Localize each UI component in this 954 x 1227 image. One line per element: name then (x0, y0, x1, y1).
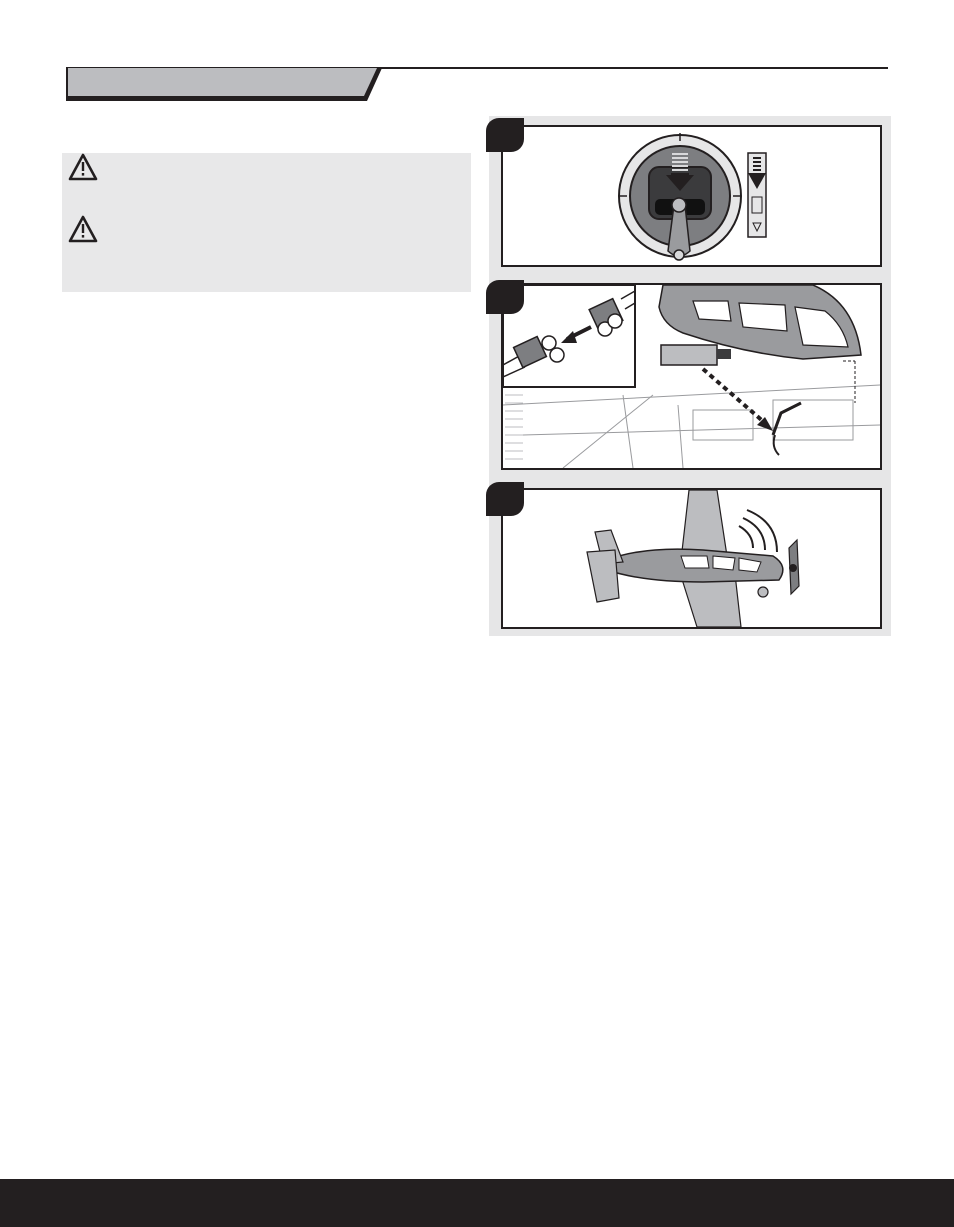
step-1-badge (486, 118, 524, 152)
figure-panel (489, 116, 891, 636)
step-2-figure (501, 283, 882, 470)
warning-triangle-icon (68, 153, 98, 181)
airplane-motor-sound-icon (503, 490, 880, 627)
step-3-badge (486, 482, 524, 516)
battery-connection-icon (503, 285, 880, 468)
step-3-figure (501, 488, 882, 629)
throttle-stick-down-icon (503, 127, 880, 265)
step-1-figure (501, 125, 882, 267)
section-tab (66, 66, 388, 102)
warning-box (62, 153, 471, 292)
footer-bar (0, 1179, 954, 1227)
warning-triangle-icon (68, 215, 98, 243)
step-2-badge (486, 280, 524, 314)
